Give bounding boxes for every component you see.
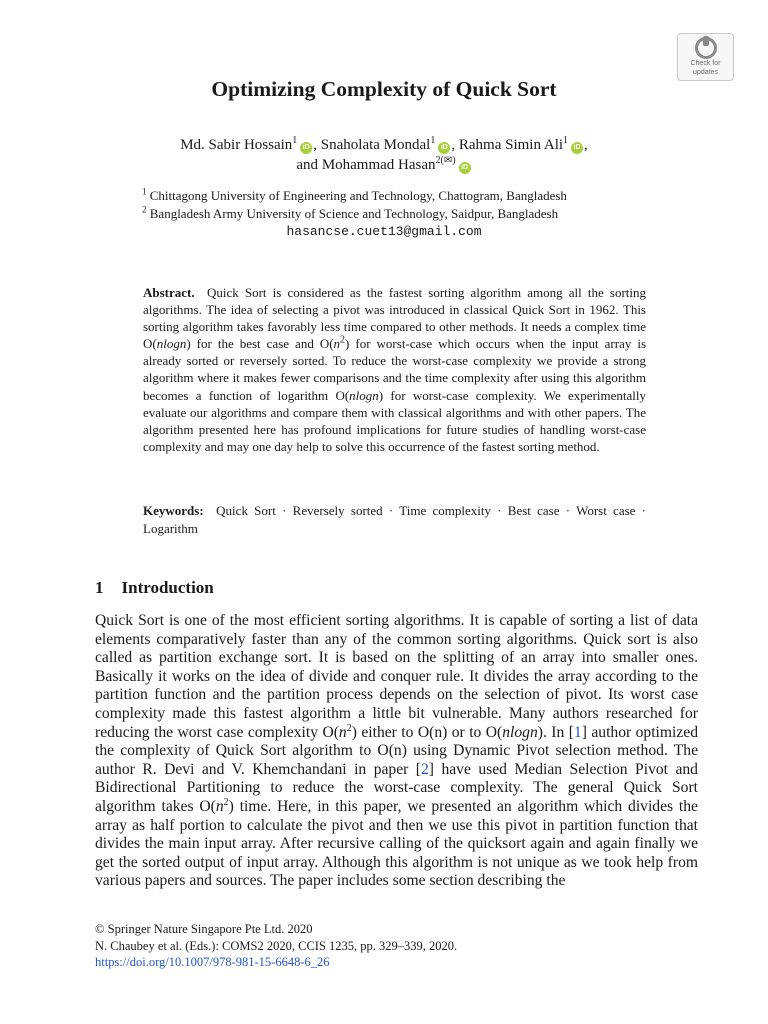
keywords: Keywords: Quick Sort · Reversely sorted · Time complexity · Best case · Worst case · Logarithm [143, 503, 647, 536]
affiliations [142, 187, 567, 223]
keywords-label: Keywords: [143, 503, 204, 518]
citation-link[interactable]: 1 [573, 723, 582, 741]
badge-line-2: updates [693, 69, 718, 76]
abstract-label: Abstract. [143, 285, 195, 300]
footer [95, 921, 457, 971]
check-for-updates-badge[interactable] [677, 33, 734, 81]
doi-link[interactable]: https://doi.org/10.1007/978-981-15-6648-6_26 [95, 955, 330, 969]
author-name: Md. Sabir Hossain [180, 137, 293, 153]
affiliation-2: $^2$ Bangladesh Army University of Science and Technology, Saidpur, Bangladesh [142, 204, 559, 221]
paper-title: Optimizing Complexity of Quick Sort [211, 77, 557, 101]
section-heading: 1 Introduction [95, 578, 214, 597]
author-name: Rahma Simin Ali [458, 137, 564, 153]
affiliation-1: $^1$ Chittagong University of Engineering and Technology, Chattogram, Bangladesh [142, 186, 567, 203]
bookmark-icon [695, 37, 717, 59]
intro-paragraph: Quick Sort is one of the most efficient sorting algorithms. It is capable of sorting a list of data elements comparatively faster than any of the common sorting algorithms. Quick sort is also called as partition exchange sort. It is based on the splitting of an array into smaller ones. Basically it works on the idea of divide and conquer rule. It divides the array according to the partition function and the partition process depends on the selection of pivot. Its worst case complexity made this fastest algorithm a little bit vulnerable. Many authors researched for reducing the worst case complexity $O(n^2)$ either to O(n) or to O(nlogn). In [1] author optimized the complexity of Quick Sort algorithm to O(n) using Dynamic Pivot selection method. The author R. Devi and V. Khemchandani in paper [2] have used Median Selection Pivot and Bidirectional Partitioning to reduce the worst-case complexity. The general Quick Sort algorithm takes $O(n^2)$ time. Here, in this paper, we presented an algorithm which divides the array as half portion to calculate the pivot and then we use this pivot in partition function that divides the main input array. After recursive calling of the quicksort again and again finally we get the sorted output of input array. Although this algorithm is not unique as we took help from various papers and sources. The paper includes some section describing the [95, 612, 698, 890]
copyright-line: © Springer Nature Singapore Pte Ltd. 2020 [95, 922, 313, 936]
abstract: Abstract. Quick Sort is considered as the fastest sorting algorithm among all the sorting algorithms. The idea of selecting a pivot was introduced in classical Quick Sort in 1962. This sorting algorithm takes favorably less time compared to other methods. It needs a complex time O(nlogn) for the best case and $O(n^2)$ for worst-case which occurs when the input array is already sorted or reversely sorted. To reduce the worst-case complexity we provide a strong algorithm where it makes fewer comparisons and the time complexity after using this algorithm becomes a function of logarithm O(nlogn) for worst-case complexity. We experimentally evaluate our algorithms and compare them with classical algorithms and with other papers. The algorithm presented here has profound implications for future studies of handling worst-case complexity and may one day help to solve this occurrence of the fastest sorting method. [143, 285, 647, 454]
citation-link[interactable]: 2 [421, 760, 429, 778]
orcid-icon[interactable]: iD [571, 142, 583, 154]
author-list: Md. Sabir Hossain$^1$iD , Snaholata Mondal$^1$iD , Rahma Simin Ali$^1$iD , and Mohammad Hasan$^{2(✉)}$iD [180, 135, 588, 173]
orcid-icon[interactable]: iD [300, 142, 312, 154]
citation-line: N. Chaubey et al. (Eds.): COMS2 2020, CCIS 1235, pp. 329–339, 2020. [95, 938, 458, 953]
badge-line-1: Check for [690, 60, 721, 67]
author-name: Mohammad Hasan [321, 157, 436, 173]
corresponding-email[interactable]: hasancse.cuet13@gmail.com [286, 224, 482, 239]
orcid-icon[interactable]: iD [438, 142, 450, 154]
orcid-icon[interactable]: iD [459, 162, 471, 174]
author-name: Snaholata Mondal [320, 137, 431, 153]
